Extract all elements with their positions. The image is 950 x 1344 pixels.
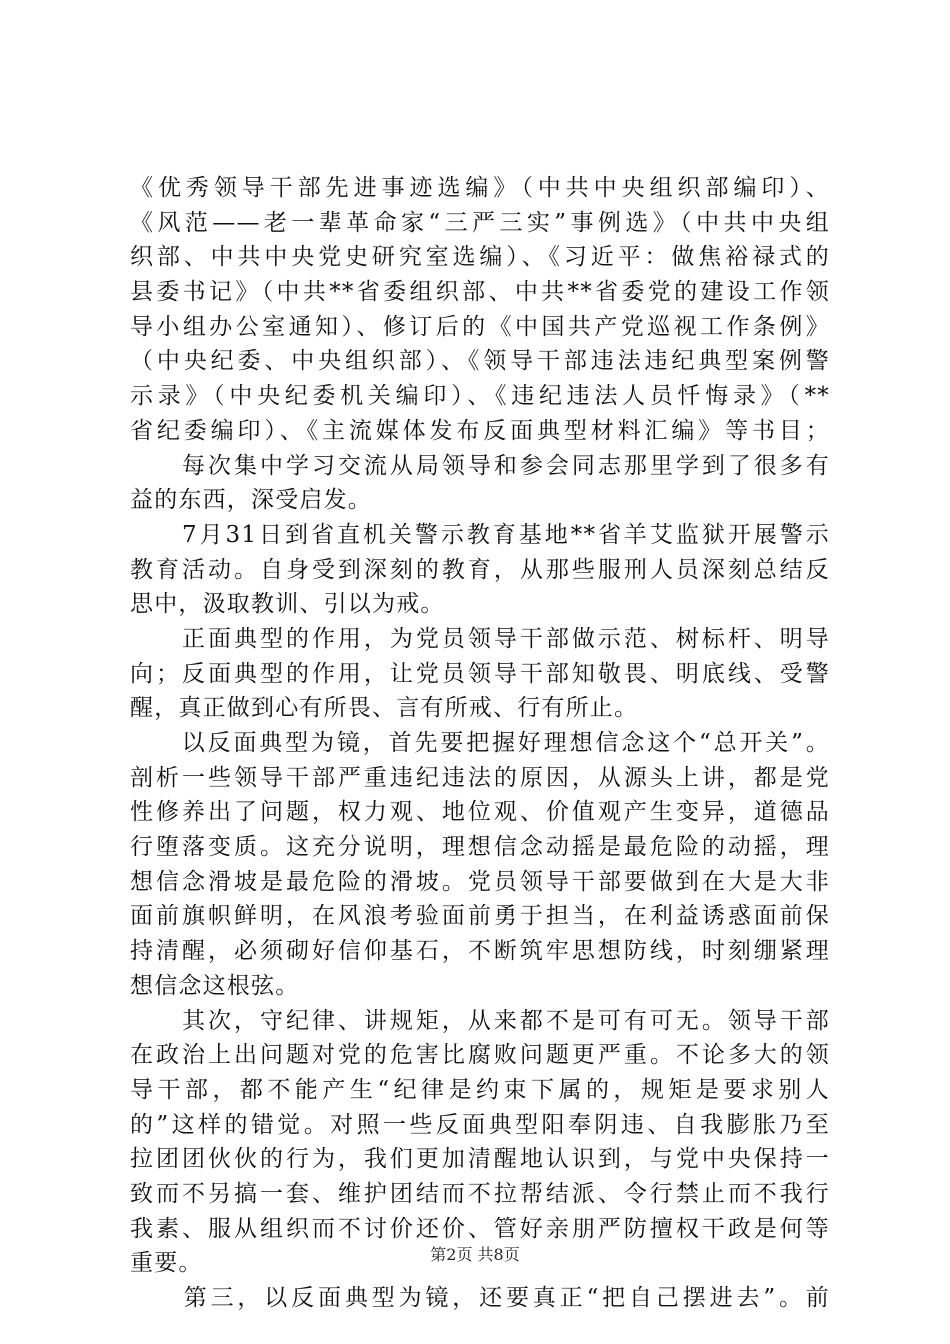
text-line: 织部、中共中央党史研究室选编）、《习近平：做焦裕禄式的: [130, 244, 830, 271]
text-line: 其次，守纪律、讲规矩，从来都不是可有可无。领导干部: [130, 1007, 830, 1034]
text-line: 行堕落变质。这充分说明，理想信念动摇是最危险的动摇，理: [130, 834, 830, 861]
text-line: 教育活动。自身受到深刻的教育，从那些服刑人员深刻总结反: [130, 556, 830, 583]
text-line: 持清醒，必须砌好信仰基石，不断筑牢思想防线，时刻绷紧理: [130, 938, 830, 965]
text-line: 示录》（中央纪委机关编印）、《违纪违法人员忏悔录》（**: [130, 383, 830, 410]
text-line: 第三，以反面典型为镜，还要真正“把自己摆进去”。前: [130, 1285, 830, 1311]
text-line: 益的东西，深受启发。: [130, 487, 372, 514]
text-line: 性修养出了问题，权力观、地位观、价值观产生变异，道德品: [130, 799, 830, 826]
text-line: 每次集中学习交流从局领导和参会同志那里学到了很多有: [130, 452, 830, 479]
text-line: 《风范——老一辈革命家“三严三实”事例选》（中共中央组: [130, 209, 830, 236]
text-line: 我素、服从组织而不讨价还价、管好亲朋严防擅权干政是何等: [130, 1215, 830, 1242]
text-line: 醒，真正做到心有所畏、言有所戒、行有所止。: [130, 695, 639, 722]
text-line: 想信念滑坡是最危险的滑坡。党员领导干部要做到在大是大非: [130, 868, 830, 895]
text-line: 致而不另搞一套、维护团结而不拉帮结派、令行禁止而不我行: [130, 1180, 830, 1207]
document-body: [130, 171, 830, 1316]
text-line: 剖析一些领导干部严重违纪违法的原因，从源头上讲，都是党: [130, 764, 830, 791]
text-line: 重要。: [130, 1250, 203, 1277]
page-number-footer: 第2页 共8页: [430, 1245, 520, 1264]
text-line: 正面典型的作用，为党员领导干部做示范、树标杆、明导: [130, 625, 830, 652]
text-line: 的”这样的错觉。对照一些反面典型阳奉阴违、自我膨胀乃至: [130, 1111, 830, 1138]
text-line: 导小组办公室通知）、修订后的《中国共产党巡视工作条例》: [130, 313, 830, 340]
text-line: 县委书记》（中共**省委组织部、中共**省委党的建设工作领: [130, 279, 830, 306]
text-line: 以反面典型为镜，首先要把握好理想信念这个“总开关”。: [130, 730, 830, 756]
text-line: 想信念这根弦。: [130, 972, 300, 999]
text-line: 思中，汲取教训、引以为戒。: [130, 591, 445, 618]
text-line: 省纪委编印）、《主流媒体发布反面典型材料汇编》等书目；: [130, 417, 830, 444]
text-line: 7月31日到省直机关警示教育基地**省羊艾监狱开展警示: [130, 521, 830, 548]
text-line: 《优秀领导干部先进事迹选编》（中共中央组织部编印）、: [130, 175, 830, 201]
text-line: （中央纪委、中央组织部）、《领导干部违法违纪典型案例警: [130, 348, 830, 375]
text-line: 在政治上出问题对党的危害比腐败问题更严重。不论多大的领: [130, 1042, 830, 1069]
text-line: 导干部，都不能产生“纪律是约束下属的，规矩是要求别人: [130, 1076, 830, 1103]
text-line: 拉团团伙伙的行为，我们更加清醒地认识到，与党中央保持一: [130, 1146, 830, 1173]
text-line: 面前旗帜鲜明，在风浪考验面前勇于担当，在利益诱惑面前保: [130, 903, 830, 930]
text-line: 向；反面典型的作用，让党员领导干部知敬畏、明底线、受警: [130, 660, 830, 687]
